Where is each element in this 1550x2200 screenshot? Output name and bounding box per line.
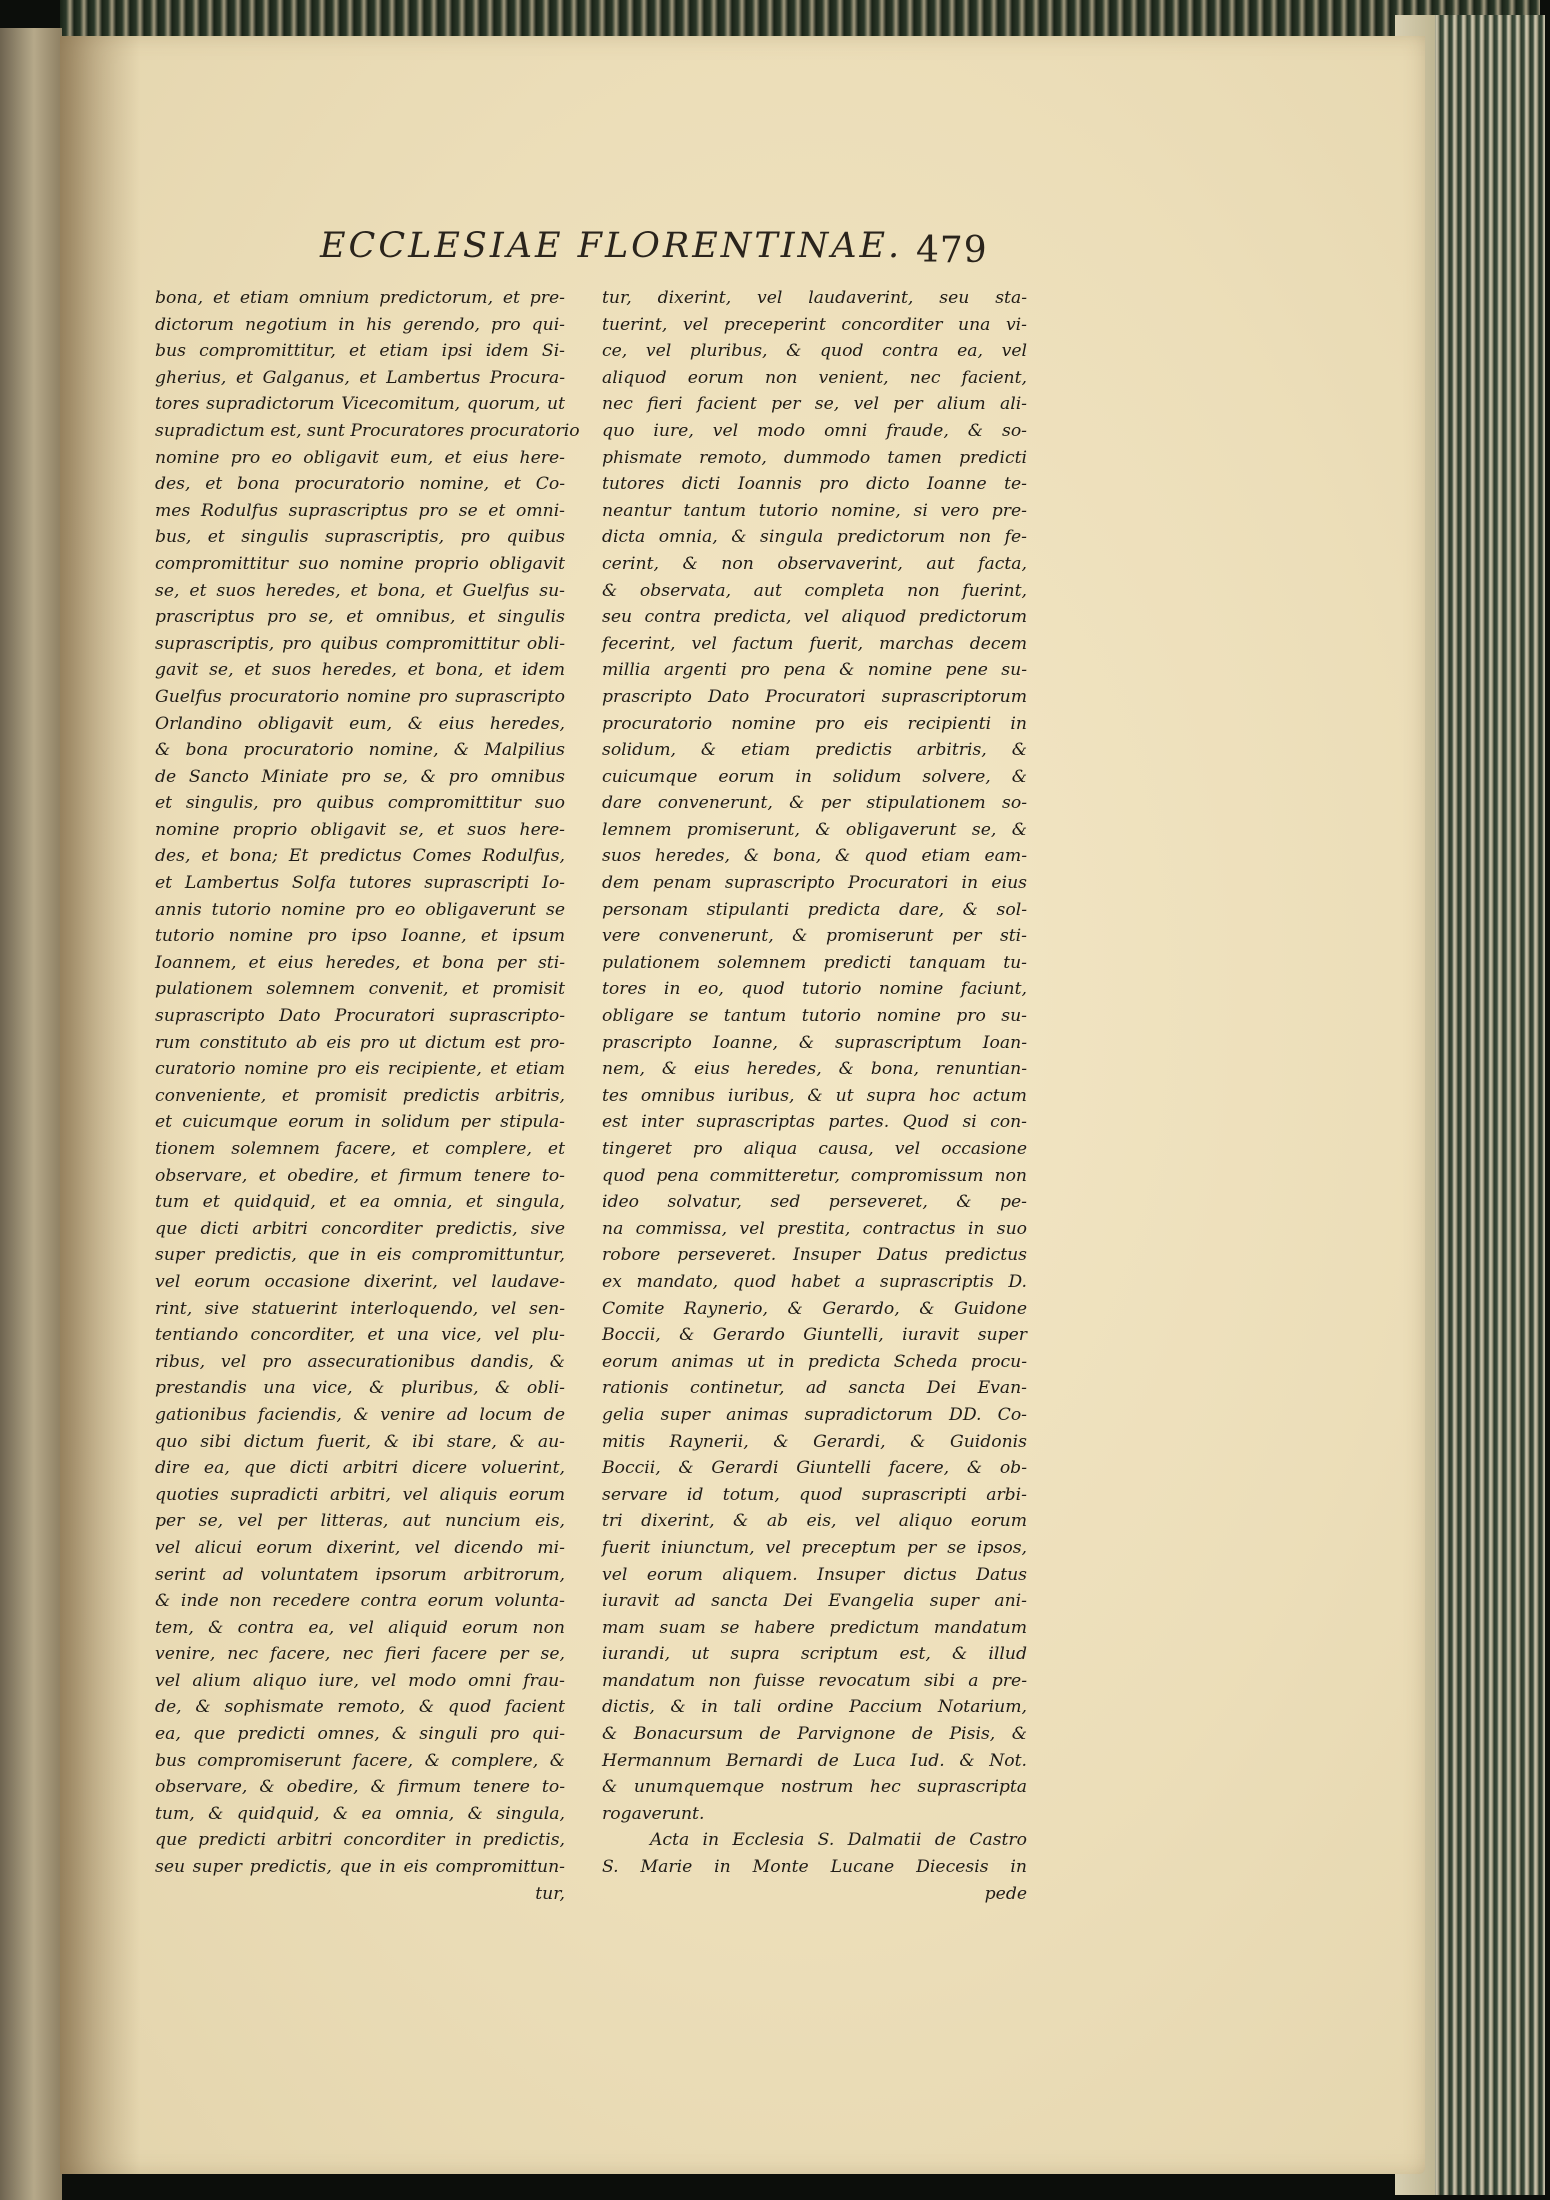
- text-line: vel eorum aliquem. Insuper dictus Datus: [602, 1564, 1027, 1585]
- text-line: est inter suprascriptas partes. Quod si con-: [602, 1112, 1027, 1133]
- text-line: vel alium aliquo iure, vel modo omni frau-: [155, 1670, 565, 1691]
- text-line: dare convenerunt, & per stipulationem so-: [602, 793, 1027, 814]
- text-line: tum, & quidquid, & ea omnia, & singula,: [155, 1803, 565, 1824]
- text-line: bus compromiserunt facere, & complere, &: [155, 1750, 565, 1771]
- text-line: procuratorio nomine pro eis recipienti in: [602, 713, 1027, 734]
- text-line: Guelfus procuratorio nomine pro suprascripto: [155, 686, 565, 707]
- text-line: mam suam se habere predictum mandatum: [602, 1617, 1027, 1638]
- text-line: Ioannem, et eius heredes, et bona per sti-: [155, 952, 565, 973]
- text-line: suos heredes, & bona, & quod etiam eam-: [602, 846, 1027, 867]
- text-line: gelia super animas supradictorum DD. Co-: [602, 1404, 1027, 1425]
- text-line: tores in eo, quod tutorio nomine faciunt,: [602, 979, 1027, 1000]
- text-line: quoties supradicti arbitri, vel aliquis eorum: [155, 1484, 565, 1505]
- text-line: tur,: [535, 1883, 565, 1904]
- text-line: & unumquemque nostrum hec suprascripta: [602, 1777, 1027, 1798]
- text-line: gavit se, et suos heredes, et bona, et idem: [155, 660, 565, 681]
- text-line: mes Rodulfus suprascriptus pro se et omni-: [155, 500, 565, 521]
- text-line: pulationem solemnem predicti tanquam tu-: [602, 952, 1027, 973]
- text-line: gationibus faciendis, & venire ad locum de: [155, 1404, 565, 1425]
- text-line: ce, vel pluribus, & quod contra ea, vel: [602, 341, 1027, 362]
- text-line: dictis, & in tali ordine Paccium Notarium,: [602, 1697, 1027, 1718]
- text-line: prascriptus pro se, et omnibus, et singulis: [155, 607, 565, 628]
- text-line: personam stipulanti predicta dare, & sol-: [602, 899, 1027, 920]
- text-line: supradictum est, sunt Procuratores procuratorio: [155, 420, 580, 441]
- text-line: curatorio nomine pro eis recipiente, et etiam: [155, 1059, 565, 1080]
- text-line: et singulis, pro quibus compromittitur suo: [155, 793, 565, 814]
- text-line: et Lambertus Solfa tutores suprascripti Io-: [155, 873, 565, 894]
- text-line: cerint, & non observaverint, aut facta,: [602, 553, 1027, 574]
- text-line: tri dixerint, & ab eis, vel aliquo eorum: [602, 1511, 1027, 1532]
- text-line: rogaverunt.: [602, 1803, 705, 1824]
- text-line: des, et bona; Et predictus Comes Rodulfus,: [155, 846, 565, 867]
- text-line: servare id totum, quod suprascripti arbi-: [602, 1484, 1027, 1505]
- text-line: observare, & obedire, & firmum tenere to-: [155, 1777, 565, 1798]
- text-line: quo sibi dictum fuerit, & ibi stare, & au-: [155, 1431, 565, 1452]
- text-column-right: [602, 285, 1027, 1907]
- text-line: vere convenerunt, & promiserunt per sti-: [602, 926, 1027, 947]
- text-line: fuerit iniunctum, vel preceptum per se ipsos,: [602, 1537, 1027, 1558]
- text-column-left: [155, 285, 580, 1907]
- text-line: tur, dixerint, vel laudaverint, seu sta-: [602, 288, 1027, 308]
- text-line: obligare se tantum tutorio nomine pro su-: [602, 1006, 1027, 1027]
- text-line: fecerint, vel factum fuerit, marchas decem: [602, 633, 1027, 654]
- text-line: conveniente, et promisit predictis arbitris,: [155, 1085, 565, 1106]
- text-line: Hermannum Bernardi de Luca Iud. & Not.: [602, 1750, 1027, 1771]
- text-line: dire ea, que dicti arbitri dicere voluerint,: [155, 1458, 565, 1479]
- text-line: tutorio nomine pro ipso Ioanne, et ipsum: [155, 926, 565, 947]
- text-line: nem, & eius heredes, & bona, renuntian-: [602, 1059, 1027, 1080]
- left-page-edge: [0, 28, 62, 2200]
- text-line: Orlandino obligavit eum, & eius heredes,: [155, 713, 565, 734]
- text-line: ideo solvatur, sed perseveret, & pe-: [602, 1192, 1027, 1213]
- text-line: per se, vel per litteras, aut nuncium eis,: [155, 1511, 565, 1532]
- text-line: prascripto Ioanne, & suprascriptum Ioan-: [602, 1032, 1027, 1053]
- text-line: vel eorum occasione dixerint, vel laudave-: [155, 1271, 565, 1292]
- text-line: nomine proprio obligavit se, et suos here-: [155, 819, 565, 840]
- text-line: ea, que predicti omnes, & singuli pro qui-: [155, 1724, 565, 1745]
- page-number: 479: [916, 230, 988, 271]
- text-line: dicta omnia, & singula predictorum non fe-: [602, 527, 1027, 548]
- text-line: bus compromittitur, et etiam ipsi idem Si-: [155, 341, 565, 362]
- text-line: S. Marie in Monte Lucane Diecesis in: [602, 1857, 1027, 1878]
- text-line: tentiando concorditer, et una vice, vel plu-: [155, 1325, 565, 1346]
- text-line: robore perseveret. Insuper Datus predictus: [602, 1245, 1027, 1266]
- text-line: tionem solemnem facere, et complere, et: [155, 1139, 565, 1159]
- text-line: ex mandato, quod habet a suprascriptis D.: [602, 1271, 1027, 1292]
- book-top-edge: [60, 0, 1540, 40]
- text-line: tum et quidquid, et ea omnia, et singula,: [155, 1192, 565, 1213]
- text-line: nec fieri facient per se, vel per alium ali-: [602, 394, 1027, 415]
- text-line: gherius, et Galganus, et Lambertus Procura-: [155, 367, 565, 388]
- running-title: ECCLESIAE FLORENTINAE.: [320, 226, 903, 266]
- text-line: tes omnibus iuribus, & ut supra hoc actum: [602, 1085, 1027, 1106]
- text-line: mandatum non fuisse revocatum sibi a pre-: [602, 1670, 1027, 1691]
- text-line: pede: [984, 1883, 1027, 1904]
- text-line: bus, et singulis suprascriptis, pro quibus: [155, 527, 565, 548]
- text-line: iuravit ad sancta Dei Evangelia super ani-: [602, 1591, 1027, 1612]
- text-line: rint, sive statuerint interloquendo, vel sen-: [155, 1298, 565, 1319]
- text-line: tutores dicti Ioannis pro dicto Ioanne te-: [602, 474, 1027, 495]
- text-line: que predicti arbitri concorditer in predictis,: [155, 1830, 565, 1851]
- text-line: dictorum negotium in his gerendo, pro qui-: [155, 314, 565, 335]
- text-line: de, & sophismate remoto, & quod facient: [155, 1697, 565, 1718]
- text-line: venire, nec facere, nec fieri facere per se,: [155, 1644, 565, 1665]
- text-line: & Bonacursum de Parvignone de Pisis, &: [602, 1724, 1027, 1745]
- text-line: & bona procuratorio nomine, & Malpilius: [155, 740, 565, 761]
- text-line: annis tutorio nomine pro eo obligaverunt se: [155, 899, 565, 920]
- text-line: que dicti arbitri concorditer predictis, sive: [155, 1218, 565, 1239]
- text-line: nomine pro eo obligavit eum, et eius here-: [155, 447, 565, 468]
- text-line: pulationem solemnem convenit, et promisit: [155, 979, 565, 1000]
- text-line: seu super predictis, que in eis compromittun-: [155, 1857, 565, 1878]
- text-line: na commissa, vel prestita, contractus in suo: [602, 1218, 1027, 1239]
- text-line: quod pena committeretur, compromissum non: [602, 1165, 1027, 1186]
- text-line: mitis Raynerii, & Gerardi, & Guidonis: [602, 1431, 1027, 1452]
- text-line: compromittitur suo nomine proprio obligavit: [155, 553, 565, 574]
- text-line: phismate remoto, dummodo tamen predicti: [602, 447, 1027, 468]
- text-line: iurandi, ut supra scriptum est, & illud: [602, 1644, 1027, 1665]
- text-line: suprascripto Dato Procuratori suprascripto-: [155, 1006, 565, 1027]
- text-line: de Sancto Miniate pro se, & pro omnibus: [155, 766, 565, 787]
- text-line: tem, & contra ea, vel aliquid eorum non: [155, 1617, 565, 1638]
- gutter-shadow: [60, 36, 140, 2174]
- text-line: solidum, & etiam predictis arbitris, &: [602, 740, 1027, 761]
- text-line: millia argenti pro pena & nomine pene su-: [602, 660, 1027, 681]
- text-line: bona, et etiam omnium predictorum, et pre-: [155, 288, 565, 308]
- text-line: tuerint, vel preceperint concorditer una vi-: [602, 314, 1027, 335]
- text-line: cuicumque eorum in solidum solvere, &: [602, 766, 1027, 787]
- text-line: vel alicui eorum dixerint, vel dicendo mi-: [155, 1537, 565, 1558]
- text-line: & observata, aut completa non fuerint,: [602, 580, 1027, 601]
- text-line: eorum animas ut in predicta Scheda procu-: [602, 1351, 1027, 1372]
- text-line: suprascriptis, pro quibus compromittitur obli-: [155, 633, 565, 654]
- text-line: Comite Raynerio, & Gerardo, & Guidone: [602, 1298, 1027, 1319]
- text-line: se, et suos heredes, et bona, et Guelfus su-: [155, 580, 565, 601]
- text-line: rum constituto ab eis pro ut dictum est pro-: [155, 1032, 565, 1053]
- text-line: ribus, vel pro assecurationibus dandis, &: [155, 1351, 565, 1372]
- text-line: super predictis, que in eis compromittuntur,: [155, 1245, 565, 1266]
- text-line: quo iure, vel modo omni fraude, & so-: [602, 420, 1027, 441]
- text-line: des, et bona procuratorio nomine, et Co-: [155, 474, 565, 495]
- text-line: Acta in Ecclesia S. Dalmatii de Castro: [650, 1830, 1027, 1851]
- text-line: Boccii, & Gerardo Giuntelli, iuravit super: [602, 1325, 1027, 1346]
- text-line: & inde non recedere contra eorum volunta-: [155, 1591, 565, 1612]
- text-line: observare, et obedire, et firmum tenere to-: [155, 1165, 565, 1186]
- text-line: dem penam suprascripto Procuratori in eius: [602, 873, 1027, 894]
- text-line: seu contra predicta, vel aliquod predictorum: [602, 607, 1027, 628]
- text-line: tores supradictorum Vicecomitum, quorum, ut: [155, 394, 565, 415]
- text-line: et cuicumque eorum in solidum per stipula-: [155, 1112, 565, 1133]
- text-line: prascripto Dato Procuratori suprascriptorum: [602, 686, 1027, 707]
- text-line: Boccii, & Gerardi Giuntelli facere, & ob-: [602, 1458, 1027, 1479]
- running-head: [320, 222, 1000, 282]
- text-line: lemnem promiserunt, & obligaverunt se, &: [602, 819, 1027, 840]
- text-line: neantur tantum tutorio nomine, si vero pre-: [602, 500, 1027, 521]
- text-line: rationis continetur, ad sancta Dei Evan-: [602, 1378, 1027, 1399]
- text-line: aliquod eorum non venient, nec facient,: [602, 367, 1027, 388]
- text-line: serint ad voluntatem ipsorum arbitrorum,: [155, 1564, 565, 1585]
- text-line: prestandis una vice, & pluribus, & obli-: [155, 1378, 565, 1399]
- text-line: tingeret pro aliqua causa, vel occasione: [602, 1139, 1027, 1159]
